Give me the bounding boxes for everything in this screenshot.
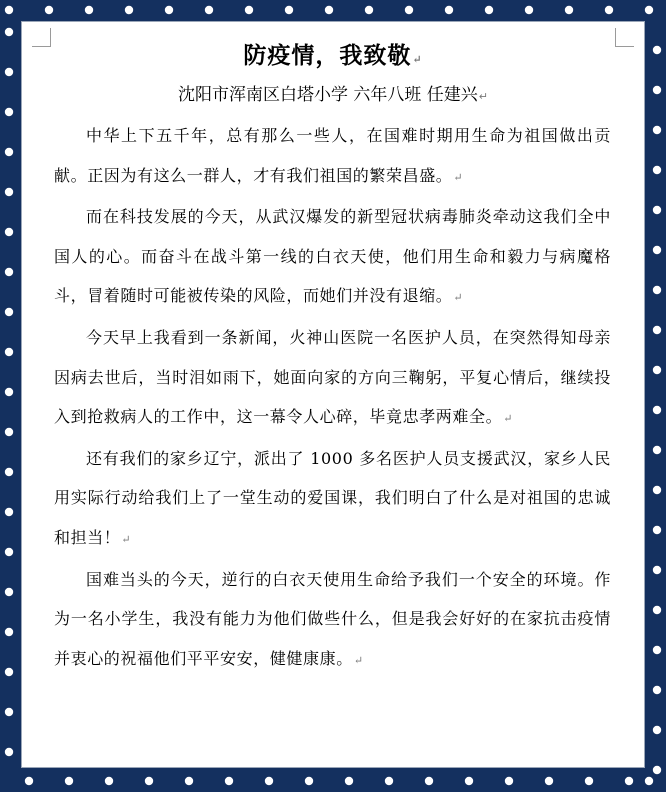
border-dot — [653, 606, 661, 614]
border-dot — [653, 286, 661, 294]
paragraph-mark-icon: ↵ — [412, 53, 423, 66]
border-dot — [5, 308, 13, 316]
border-dot — [385, 777, 393, 785]
border-dot — [365, 6, 373, 14]
border-dot — [653, 566, 661, 574]
border-dot — [45, 6, 53, 14]
paragraph-1-text: 中华上下五千年，总有那么一些人，在国难时期用生命为祖国做出贡献。正因为有这么一群人，才有我们祖国的繁荣昌盛。 — [54, 126, 611, 185]
border-dot — [653, 646, 661, 654]
border-dot — [605, 6, 613, 14]
author-byline-text: 沈阳市浑南区白塔小学 六年八班 任建兴 — [177, 85, 478, 105]
border-dot — [5, 588, 13, 596]
document-title-text: 防疫情，我致敬 — [243, 42, 412, 69]
border-dot — [653, 766, 661, 774]
border-dot — [85, 6, 93, 14]
border-dot — [25, 777, 33, 785]
border-dot — [545, 777, 553, 785]
border-dot — [645, 777, 653, 785]
paragraph-2 — [54, 197, 611, 318]
border-dot — [5, 628, 13, 636]
border-dot — [625, 777, 633, 785]
author-byline — [22, 80, 644, 105]
border-dot — [5, 748, 13, 756]
border-dot — [653, 246, 661, 254]
border-dot — [185, 777, 193, 785]
border-dot — [225, 777, 233, 785]
border-dot — [445, 6, 453, 14]
border-dot — [653, 486, 661, 494]
border-dot — [5, 108, 13, 116]
border-dot — [653, 86, 661, 94]
paragraph-4-text: 还有我们的家乡辽宁，派出了 1000 多名医护人员支援武汉，家乡人民用实际行动给我们上了一堂生动的爱国课，我们明白了什么是对祖国的忠诚和担当！ — [54, 448, 611, 547]
border-dot — [653, 206, 661, 214]
border-dot — [145, 777, 153, 785]
border-dot — [5, 28, 13, 36]
border-dot — [5, 148, 13, 156]
border-dot — [525, 6, 533, 14]
paragraph-5 — [54, 560, 611, 681]
border-dot — [305, 777, 313, 785]
border-dot — [5, 428, 13, 436]
paragraph-5-text: 国难当头的今天，逆行的白衣天使用生命给予我们一个安全的环境。作为一名小学生，我没有能力为他们做些什么，但是我会好好的在家抗击疫情并衷心的祝福他们平平安安，健健康康。 — [54, 569, 611, 668]
paragraph-1 — [54, 116, 611, 197]
border-dot — [5, 708, 13, 716]
border-dot — [285, 6, 293, 14]
border-dot — [5, 6, 13, 14]
paragraph-3 — [54, 318, 611, 439]
border-dot — [653, 526, 661, 534]
border-dot — [653, 406, 661, 414]
border-dot — [205, 6, 213, 14]
border-dot — [405, 6, 413, 14]
paragraph-mark-icon: ↵ — [121, 532, 132, 546]
paragraph-mark-icon: ↵ — [353, 653, 364, 667]
document-title — [22, 37, 644, 70]
border-dot — [653, 166, 661, 174]
paragraph-2-text: 而在科技发展的今天，从武汉爆发的新型冠状病毒肺炎牵动这我们全中国人的心。而奋斗在战斗第一线的白衣天使，他们用生命和毅力与病魔格斗，冒着随时可能被传染的风险，而她们并没有退缩。 — [54, 207, 611, 306]
paragraph-4 — [54, 439, 611, 560]
border-dot — [5, 508, 13, 516]
border-dot — [265, 777, 273, 785]
border-dot — [425, 777, 433, 785]
border-dot — [345, 777, 353, 785]
border-dot — [65, 777, 73, 785]
border-dot — [5, 188, 13, 196]
border-dot — [653, 366, 661, 374]
document-page — [21, 21, 645, 768]
border-dot — [485, 6, 493, 14]
border-dot — [505, 777, 513, 785]
essay-body — [54, 116, 611, 680]
border-dot — [5, 668, 13, 676]
border-dot — [5, 388, 13, 396]
border-dot — [125, 6, 133, 14]
border-dot — [5, 468, 13, 476]
border-dot — [645, 6, 653, 14]
border-dot — [653, 686, 661, 694]
border-dot — [653, 126, 661, 134]
border-dot — [5, 68, 13, 76]
paragraph-mark-icon: ↵ — [478, 90, 489, 103]
border-dot — [5, 228, 13, 236]
border-dot — [465, 777, 473, 785]
border-dot — [5, 268, 13, 276]
border-dot — [5, 348, 13, 356]
border-dot — [165, 6, 173, 14]
border-dot — [245, 6, 253, 14]
paragraph-mark-icon: ↵ — [503, 412, 514, 426]
border-dot — [5, 548, 13, 556]
border-dot — [585, 777, 593, 785]
paragraph-mark-icon: ↵ — [453, 170, 464, 184]
border-dot — [653, 726, 661, 734]
border-dot — [653, 326, 661, 334]
border-dot — [105, 777, 113, 785]
border-dot — [325, 6, 333, 14]
paragraph-3-text: 今天早上我看到一条新闻，火神山医院一名医护人员，在突然得知母亲因病去世后，当时泪如雨下，她面向家的方向三鞠躬，平复心情后，继续投入到抢救病人的工作中，这一幕令人心碎，毕竟忠孝两难全。 — [54, 327, 611, 427]
border-dot — [565, 6, 573, 14]
border-dot — [653, 446, 661, 454]
border-dot — [653, 46, 661, 54]
paragraph-mark-icon: ↵ — [453, 291, 464, 305]
